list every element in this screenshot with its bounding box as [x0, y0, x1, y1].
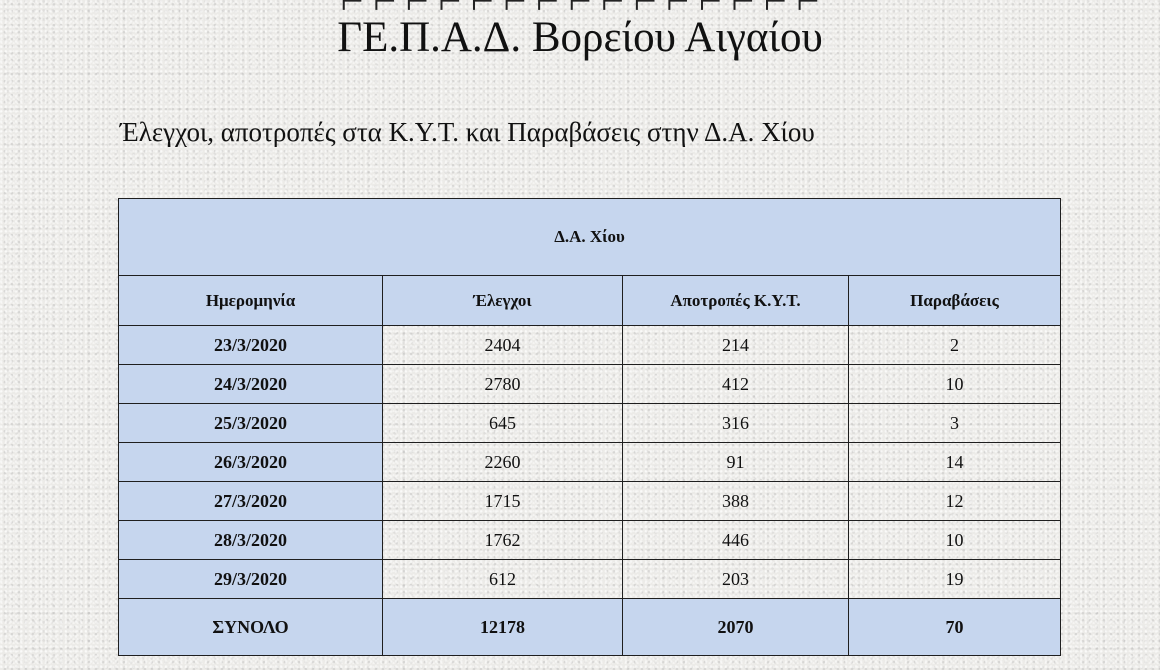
- cut-off-heading-glyphs: ⌐ ⌐ ⌐ ⌐ ⌐ ⌐ ⌐ ⌐ ⌐ ⌐ ⌐ ⌐ ⌐ ⌐ ⌐: [340, 0, 820, 23]
- deterrences-cell: 446: [623, 521, 849, 560]
- column-header-checks: Έλεγχοι: [383, 276, 623, 326]
- date-cell: 29/3/2020: [119, 560, 383, 599]
- table-row: [119, 521, 1061, 560]
- stats-table: [118, 198, 1061, 656]
- table-row: [119, 443, 1061, 482]
- table-caption-row: [119, 199, 1061, 276]
- total-violations: 70: [849, 599, 1061, 656]
- checks-cell: 1715: [383, 482, 623, 521]
- violations-cell: 19: [849, 560, 1061, 599]
- table-row: [119, 326, 1061, 365]
- violations-cell: 3: [849, 404, 1061, 443]
- column-header-deterrences: Αποτροπές Κ.Υ.Τ.: [623, 276, 849, 326]
- date-cell: 25/3/2020: [119, 404, 383, 443]
- table-caption: Δ.Α. Χίου: [119, 199, 1061, 276]
- deterrences-cell: 316: [623, 404, 849, 443]
- page-title: ΓΕ.Π.Α.Δ. Βορείου Αιγαίου: [337, 14, 823, 61]
- checks-cell: 2404: [383, 326, 623, 365]
- page-subtitle: Έλεγχοι, αποτροπές στα Κ.Υ.Τ. και Παραβάσεις στην Δ.Α. Χίου: [120, 117, 815, 147]
- table-row: [119, 404, 1061, 443]
- table-header-row: [119, 276, 1061, 326]
- table-row: [119, 560, 1061, 599]
- total-checks: 12178: [383, 599, 623, 656]
- deterrences-cell: 412: [623, 365, 849, 404]
- checks-cell: 2260: [383, 443, 623, 482]
- date-cell: 26/3/2020: [119, 443, 383, 482]
- deterrences-cell: 388: [623, 482, 849, 521]
- date-cell: 23/3/2020: [119, 326, 383, 365]
- column-header-violations: Παραβάσεις: [849, 276, 1061, 326]
- checks-cell: 612: [383, 560, 623, 599]
- total-label: ΣΥΝΟΛΟ: [119, 599, 383, 656]
- violations-cell: 2: [849, 326, 1061, 365]
- table-row: [119, 365, 1061, 404]
- violations-cell: 12: [849, 482, 1061, 521]
- table-total-row: [119, 599, 1061, 656]
- deterrences-cell: 91: [623, 443, 849, 482]
- violations-cell: 10: [849, 365, 1061, 404]
- violations-cell: 10: [849, 521, 1061, 560]
- date-cell: 28/3/2020: [119, 521, 383, 560]
- column-header-date: Ημερομηνία: [119, 276, 383, 326]
- deterrences-cell: 203: [623, 560, 849, 599]
- checks-cell: 2780: [383, 365, 623, 404]
- date-cell: 24/3/2020: [119, 365, 383, 404]
- total-deterrences: 2070: [623, 599, 849, 656]
- deterrences-cell: 214: [623, 326, 849, 365]
- date-cell: 27/3/2020: [119, 482, 383, 521]
- checks-cell: 645: [383, 404, 623, 443]
- violations-cell: 14: [849, 443, 1061, 482]
- table-row: [119, 482, 1061, 521]
- checks-cell: 1762: [383, 521, 623, 560]
